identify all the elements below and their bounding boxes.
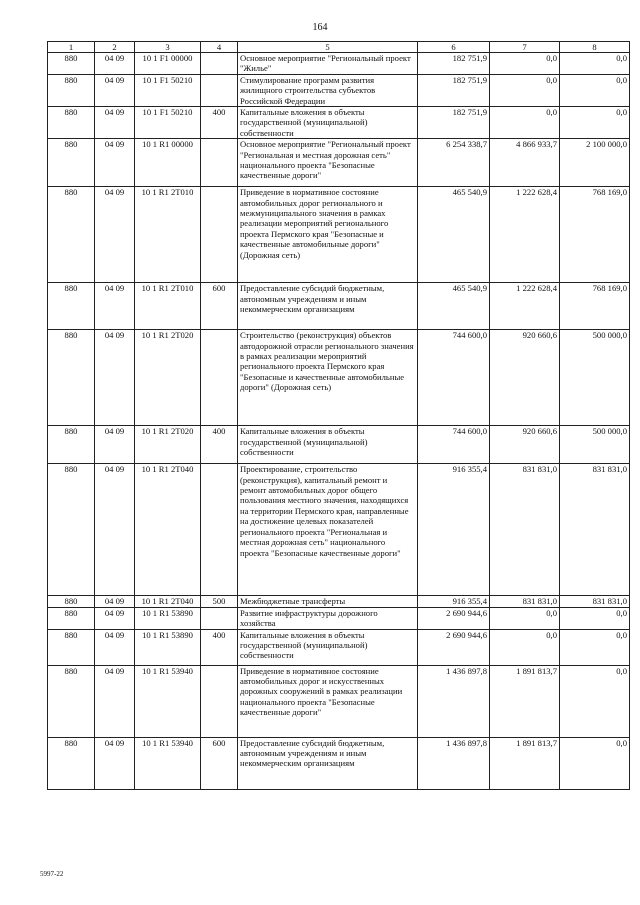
section-code: 04 09 [95, 737, 135, 789]
section-code: 04 09 [95, 53, 135, 75]
item-name: Приведение в нормативное состояние автомобильных дорог и искусственных дорожных сооружений в рамках реализации национального проекта "Безопасные качественные дороги" [238, 665, 418, 737]
column-header-7: 7 [490, 42, 560, 53]
amount-col8: 768 169,0 [560, 283, 630, 330]
item-name: Проектирование, строительство (реконструкция), капитальный ремонт и ремонт автомобильных дорог общего пользования местного значения, находящихся на территории Пермского края, направленные на достижение целевых показателей регионального проекта "Региональная и местная дорожная сеть" национального проекта "Безопасные качественные дороги" [238, 464, 418, 596]
amount-col8: 500 000,0 [560, 426, 630, 464]
column-header-1: 1 [48, 42, 95, 53]
target-article-code: 10 1 R1 53940 [135, 737, 201, 789]
ministry-code: 880 [48, 283, 95, 330]
amount-col7: 831 831,0 [490, 596, 560, 607]
ministry-code: 880 [48, 665, 95, 737]
amount-col6: 465 540,9 [418, 283, 490, 330]
amount-col7: 0,0 [490, 629, 560, 665]
amount-col6: 1 436 897,8 [418, 737, 490, 789]
amount-col7: 920 660,6 [490, 426, 560, 464]
item-name: Стимулирование программ развития жилищного строительства субъектов Российской Федерации [238, 74, 418, 106]
table-row [48, 665, 630, 737]
amount-col7: 0,0 [490, 53, 560, 75]
ministry-code: 880 [48, 139, 95, 187]
table-row [48, 107, 630, 139]
column-header-8: 8 [560, 42, 630, 53]
target-article-code: 10 1 F1 00000 [135, 53, 201, 75]
amount-col8: 0,0 [560, 74, 630, 106]
amount-col8: 0,0 [560, 53, 630, 75]
target-article-code: 10 1 R1 2T040 [135, 464, 201, 596]
page-number: 164 [312, 22, 328, 33]
column-number-row [48, 42, 630, 53]
table-row [48, 283, 630, 330]
expense-type-code [201, 330, 238, 426]
ministry-code: 880 [48, 629, 95, 665]
amount-col7: 831 831,0 [490, 464, 560, 596]
amount-col7: 1 222 628,4 [490, 283, 560, 330]
target-article-code: 10 1 R1 53890 [135, 629, 201, 665]
section-code: 04 09 [95, 629, 135, 665]
amount-col6: 916 355,4 [418, 464, 490, 596]
target-article-code: 10 1 R1 00000 [135, 139, 201, 187]
ministry-code: 880 [48, 53, 95, 75]
item-name: Основное мероприятие "Региональный проект "Региональная и местная дорожная сеть" национального проекта "Безопасные качественные дороги" [238, 139, 418, 187]
table-body [48, 53, 630, 790]
expense-type-code: 500 [201, 596, 238, 607]
section-code: 04 09 [95, 607, 135, 629]
item-name: Предоставление субсидий бюджетным, автономным учреждениям и иным некоммерческим организациям [238, 283, 418, 330]
amount-col7: 0,0 [490, 74, 560, 106]
amount-col6: 1 436 897,8 [418, 665, 490, 737]
target-article-code: 10 1 F1 50210 [135, 74, 201, 106]
table-row [48, 426, 630, 464]
amount-col8: 831 831,0 [560, 464, 630, 596]
amount-col6: 2 690 944,6 [418, 629, 490, 665]
item-name: Капитальные вложения в объекты государственной (муниципальной) собственности [238, 629, 418, 665]
table-row [48, 629, 630, 665]
amount-col6: 744 600,0 [418, 426, 490, 464]
amount-col6: 182 751,9 [418, 74, 490, 106]
expense-type-code [201, 187, 238, 283]
section-code: 04 09 [95, 283, 135, 330]
target-article-code: 10 1 R1 2T020 [135, 330, 201, 426]
amount-col8: 500 000,0 [560, 330, 630, 426]
amount-col6: 182 751,9 [418, 53, 490, 75]
amount-col8: 0,0 [560, 737, 630, 789]
amount-col8: 0,0 [560, 607, 630, 629]
table-row [48, 139, 630, 187]
amount-col8: 0,0 [560, 665, 630, 737]
section-code: 04 09 [95, 187, 135, 283]
table-row [48, 596, 630, 607]
expense-type-code [201, 464, 238, 596]
target-article-code: 10 1 F1 50210 [135, 107, 201, 139]
section-code: 04 09 [95, 596, 135, 607]
expense-type-code: 400 [201, 629, 238, 665]
amount-col6: 2 690 944,6 [418, 607, 490, 629]
amount-col8: 768 169,0 [560, 187, 630, 283]
document-code: 5997-22 [40, 870, 64, 878]
section-code: 04 09 [95, 426, 135, 464]
amount-col8: 0,0 [560, 629, 630, 665]
target-article-code: 10 1 R1 2T010 [135, 283, 201, 330]
column-header-2: 2 [95, 42, 135, 53]
table-row [48, 464, 630, 596]
budget-table [47, 41, 630, 790]
item-name: Приведение в нормативное состояние автомобильных дорог регионального и межмуниципального значения в рамках реализации мероприятий регионального проекта Пермского края "Безопасные и качественные автомобильные дороги" (Дорожная сеть) [238, 187, 418, 283]
amount-col7: 1 222 628,4 [490, 187, 560, 283]
table-row [48, 737, 630, 789]
target-article-code: 10 1 R1 53940 [135, 665, 201, 737]
ministry-code: 880 [48, 464, 95, 596]
expense-type-code [201, 74, 238, 106]
ministry-code: 880 [48, 330, 95, 426]
amount-col7: 920 660,6 [490, 330, 560, 426]
section-code: 04 09 [95, 665, 135, 737]
ministry-code: 880 [48, 426, 95, 464]
expense-type-code: 400 [201, 426, 238, 464]
target-article-code: 10 1 R1 53890 [135, 607, 201, 629]
amount-col6: 916 355,4 [418, 596, 490, 607]
amount-col6: 744 600,0 [418, 330, 490, 426]
expense-type-code [201, 607, 238, 629]
ministry-code: 880 [48, 107, 95, 139]
amount-col8: 2 100 000,0 [560, 139, 630, 187]
section-code: 04 09 [95, 107, 135, 139]
ministry-code: 880 [48, 596, 95, 607]
amount-col6: 6 254 338,7 [418, 139, 490, 187]
section-code: 04 09 [95, 74, 135, 106]
expense-type-code: 400 [201, 107, 238, 139]
column-header-5: 5 [238, 42, 418, 53]
expense-type-code: 600 [201, 737, 238, 789]
target-article-code: 10 1 R1 2T010 [135, 187, 201, 283]
expense-type-code [201, 665, 238, 737]
item-name: Основное мероприятие "Региональный проект "Жилье" [238, 53, 418, 75]
expense-type-code [201, 139, 238, 187]
amount-col7: 1 891 813,7 [490, 737, 560, 789]
ministry-code: 880 [48, 737, 95, 789]
expense-type-code: 600 [201, 283, 238, 330]
amount-col7: 0,0 [490, 107, 560, 139]
ministry-code: 880 [48, 607, 95, 629]
amount-col8: 831 831,0 [560, 596, 630, 607]
target-article-code: 10 1 R1 2T040 [135, 596, 201, 607]
amount-col7: 0,0 [490, 607, 560, 629]
amount-col7: 4 866 933,7 [490, 139, 560, 187]
target-article-code: 10 1 R1 2T020 [135, 426, 201, 464]
item-name: Капитальные вложения в объекты государственной (муниципальной) собственности [238, 107, 418, 139]
ministry-code: 880 [48, 74, 95, 106]
amount-col7: 1 891 813,7 [490, 665, 560, 737]
item-name: Развитие инфраструктуры дорожного хозяйства [238, 607, 418, 629]
section-code: 04 09 [95, 139, 135, 187]
column-header-4: 4 [201, 42, 238, 53]
ministry-code: 880 [48, 187, 95, 283]
column-header-3: 3 [135, 42, 201, 53]
table-row [48, 187, 630, 283]
section-code: 04 09 [95, 330, 135, 426]
table-row [48, 74, 630, 106]
amount-col8: 0,0 [560, 107, 630, 139]
table-row [48, 53, 630, 75]
amount-col6: 182 751,9 [418, 107, 490, 139]
item-name: Строительство (реконструкция) объектов автодорожной отрасли регионального значения в рамках реализации мероприятий регионального проекта Пермского края "Безопасные и качественные автомобильные дороги" (Дорожная сеть) [238, 330, 418, 426]
amount-col6: 465 540,9 [418, 187, 490, 283]
column-header-6: 6 [418, 42, 490, 53]
table-row [48, 607, 630, 629]
expense-type-code [201, 53, 238, 75]
item-name: Капитальные вложения в объекты государственной (муниципальной) собственности [238, 426, 418, 464]
table-row [48, 330, 630, 426]
item-name: Межбюджетные трансферты [238, 596, 418, 607]
section-code: 04 09 [95, 464, 135, 596]
item-name: Предоставление субсидий бюджетным, автономным учреждениям и иным некоммерческим организациям [238, 737, 418, 789]
